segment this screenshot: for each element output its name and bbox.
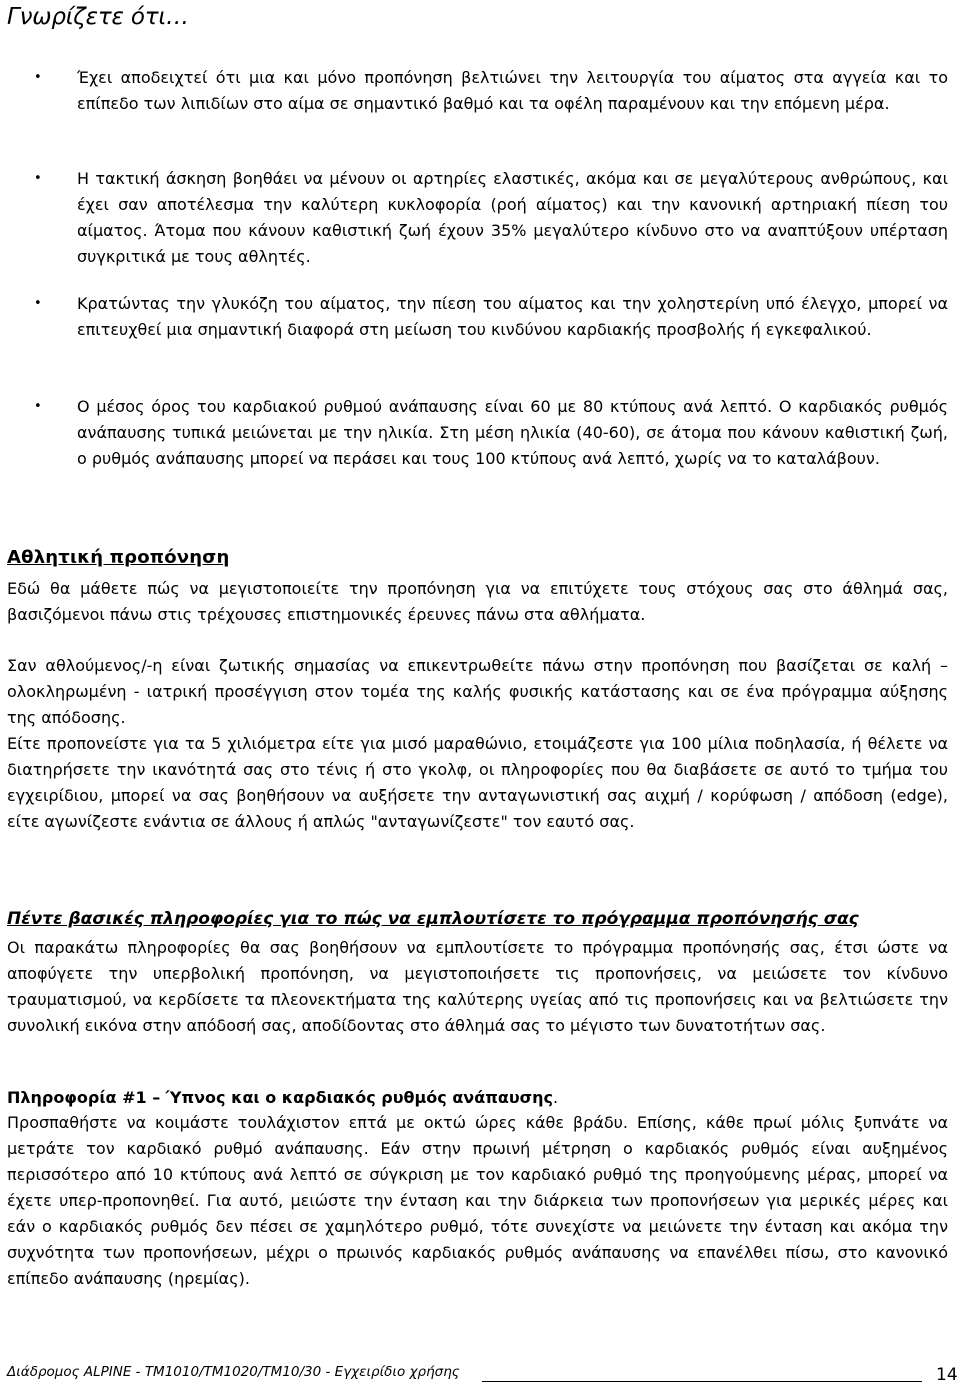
bullet-item-4: • Ο μέσος όρος του καρδιακού ρυθμού ανάπαυσης είναι 60 με 80 κτύπους ανά λεπτό. Ο καρδιακός ρυθμός ανάπαυσης τυπικά μειώνεται με την ηλικία. Στη μέση ηλικία (40-60), σε άτομα που κάνουν καθιστική ζωή, ο ρυθμός ανάπαυσης μπορεί να περάσει και τους 100 κτύπους ανά λεπτό, χωρίς να το καταλάβουν.: [77, 394, 948, 472]
athletic-heading: Αθλητική προπόνηση: [7, 547, 230, 568]
bullet-item-1: • Έχει αποδειχτεί ότι μια και μόνο προπόνηση βελτιώνει την λειτουργία του αίματος στα αγγεία και το επίπεδο των λιπιδίων στο αίμα σε σημαντικό βαθμό και τα οφέλη παραμένουν και την επόμενη μέρα.: [77, 65, 948, 117]
bullet-item-3: • Κρατώντας την γλυκόζη του αίματος, την πίεση του αίματος και την χοληστερίνη υπό έλεγχο, μπορεί να επιτευχθεί μια σημαντική διαφορά στη μείωση του κινδύνου καρδιακής προσβολής ή εγκεφαλικού.: [77, 291, 948, 343]
page-number: 14: [936, 1365, 958, 1385]
athletic-paragraph-2: Σαν αθλούμενος/-η είναι ζωτικής σημασίας να επικεντρωθείτε πάνω στην προπόνηση που βασίζεται σε καλή – ολοκληρωμένη - ιατρική προσέγγιση στον τομέα της καλής φυσικής κατάστασης και σε ένα πρόγραμμα αύξησης της απόδοσης.: [7, 656, 948, 727]
info-1-body: Προσπαθήστε να κοιμάστε τουλάχιστον επτά με οκτώ ώρες κάθε βράδυ. Επίσης, κάθε πρωί μόλις ξυπνάτε να μετράτε τον καρδιακό ρυθμό ανάπαυσης. Εάν στην πρωινή μέτρηση ο καρδιακός ρυθμός είναι αυξημένος περισσότερο από 10 κτύπους ανά λεπτό σε σύγκριση με τον καρδιακό ρυθμό της προηγούμενης μέρας, μπορεί να έχετε υπερ-προπονηθεί. Για αυτό, μειώστε την ένταση και την διάρκεια των προπονήσεων για μερικές μέρες και εάν ο καρδιακός ρυθμός δεν πέσει σε χαμηλότερο ρυθμό, τότε συνεχίστε να μειώνετε την ένταση και ακόμα την συχνότητα των προπονήσεων, μέχρι ο πρωινός καρδιακός ρυθμός ανάπαυσης να επανέλθει πίσω, στο κανονικό επίπεδο ανάπαυσης (ηρεμίας).: [7, 1113, 948, 1288]
five-info-paragraph: Οι παρακάτω πληροφορίες θα σας βοηθήσουν να εμπλουτίσετε το πρόγραμμα προπόνησής σας, έτσι ώστε να αποφύγετε την υπερβολική προπόνηση, να μεγιστοποιήσετε τις προπονήσεις, να μειώσετε τον κίνδυνο τραυματισμού, να κερδίσετε τα πλεονεκτήματα της καλύτερης υγείας από τις προπονήσεις και να βελτιώσετε την συνολική εικόνα στην απόδοσή σας, αποδίδοντας στο άθλημά σας το μέγιστο των δυνατοτήτων σας.: [7, 938, 948, 1035]
info-1-title-bold: Πληροφορία #1 – Ύπνος και ο καρδιακός ρυθμός ανάπαυσης: [7, 1088, 553, 1107]
athletic-paragraph-3: Είτε προπονείστε για τα 5 χιλιόμετρα είτε για μισό μαραθώνιο, ετοιμάζεστε για 100 μίλια ποδηλασία, ή θέλετε να διατηρήσετε την ικανότητά σας στο τένις ή στο γκολφ, οι πληροφορίες που θα διαβάσετε σε αυτό το τμήμα του εγχειρίδιου, μπορεί να σας βοηθήσουν να αυξήσετε την ανταγωνιστική σας αιχμή / κορύφωση / απόδοση (edge), είτε αγωνίζεστε ενάντια σε άλλους ή απλώς "ανταγωνίζεστε" τον εαυτό σας.: [7, 734, 948, 831]
page-title: Γνωρίζετε ότι…: [7, 4, 189, 30]
bullet-item-2: • Η τακτική άσκηση βοηθάει να μένουν οι αρτηρίες ελαστικές, ακόμα και σε μεγαλύτερους ανθρώπους, και έχει σαν αποτέλεσμα την καλύτερη κυκλοφορία (ροή αίματος) και την κανονική αρτηριακή πίεση του αίματος. Άτομα που κάνουν καθιστική ζωή έχουν 35% μεγαλύτερο κίνδυνο στο να αναπτύξουν υπέρταση συγκριτικά με τους αθλητές.: [77, 166, 948, 270]
athletic-paragraph-1: Εδώ θα μάθετε πώς να μεγιστοποιείτε την προπόνηση για να επιτύχετε τους στόχους σας στο άθλημά σας, βασιζόμενοι πάνω στις τρέχουσες επιστημονικές έρευνες πάνω στα αθλήματα.: [7, 579, 948, 624]
info-1-title: [7, 1085, 558, 1111]
info-1-title-period: .: [552, 1088, 559, 1107]
five-info-heading: Πέντε βασικές πληροφορίες για το πώς να εμπλουτίσετε το πρόγραμμα προπόνησής σας: [7, 909, 859, 929]
footer-rule: [482, 1381, 922, 1382]
footer-text: Διάδρομος ALPINE - TM1010/TM1020/TM10/30 - Εγχειρίδιο χρήσης: [7, 1364, 460, 1380]
